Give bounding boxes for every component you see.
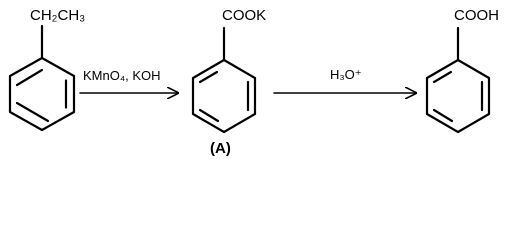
reagent-kmno4-koh: KMnO₄, KOH xyxy=(83,68,161,83)
benzene-ring xyxy=(427,60,489,132)
benzene-ring xyxy=(10,58,74,130)
ethyl-group-label: CH₂CH₃ xyxy=(30,7,86,24)
reagent-h3o-plus: H₃O⁺ xyxy=(330,67,362,82)
reaction-arrow-2 xyxy=(274,67,416,93)
benzoic-acid-structure xyxy=(427,7,499,132)
benzene-ring xyxy=(193,60,255,132)
potassium-benzoate-structure xyxy=(193,7,266,157)
ethylbenzene-structure xyxy=(10,7,85,130)
compound-label-a: (A) xyxy=(210,140,231,157)
cook-group-label: COOK xyxy=(222,7,267,24)
cooh-group-label: COOH xyxy=(454,7,499,24)
reaction-arrow-1 xyxy=(80,68,178,93)
